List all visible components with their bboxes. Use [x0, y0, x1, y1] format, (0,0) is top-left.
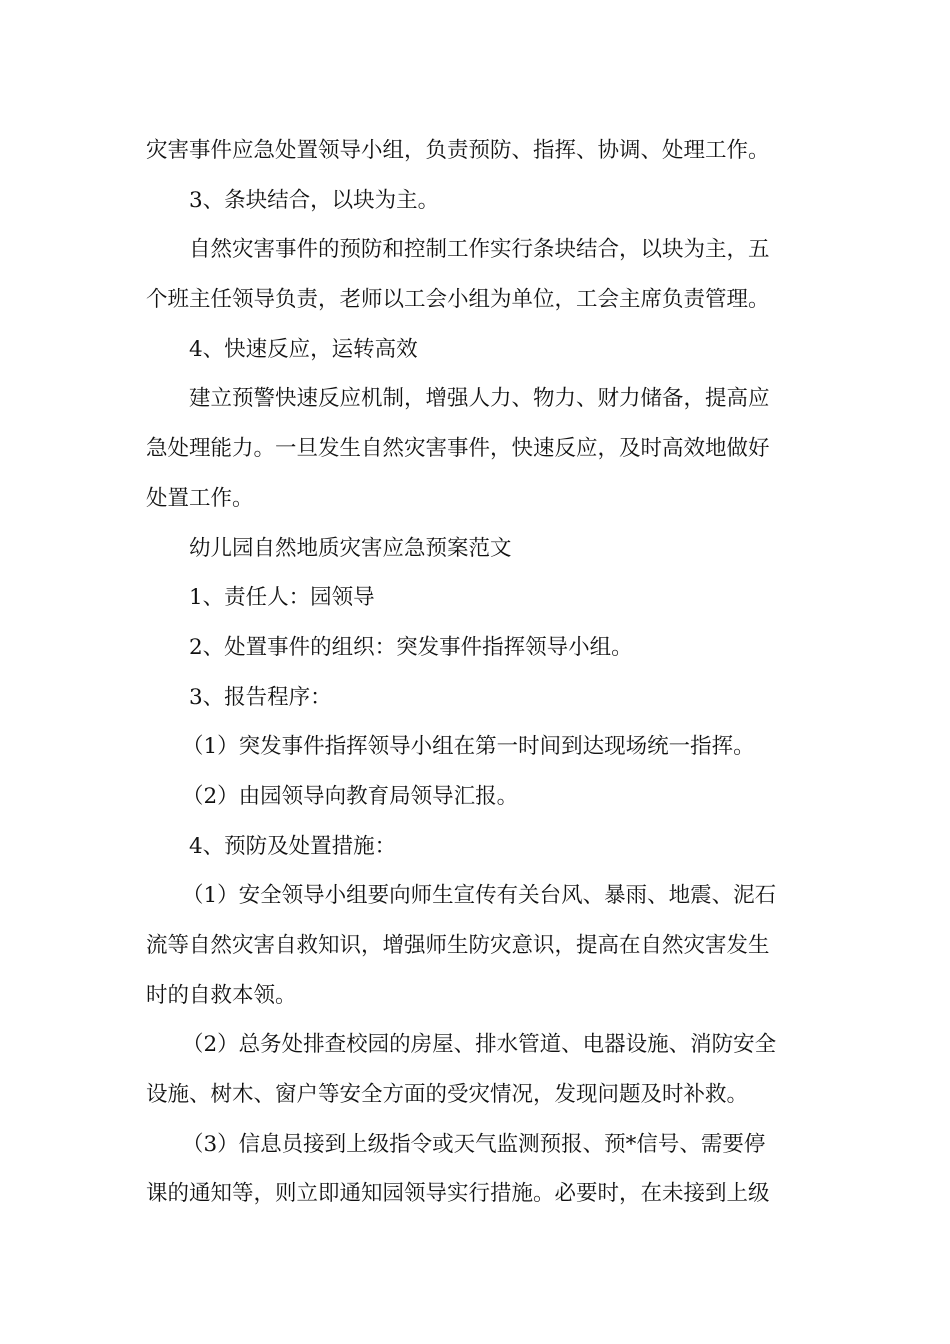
text-line: 课的通知等，则立即通知园领导实行措施。必要时，在未接到上级 — [146, 1181, 770, 1207]
section-heading: 2、处置事件的组织：突发事件指挥领导小组。 — [189, 634, 633, 660]
text-line: 个班主任领导负责，老师以工会小组为单位，工会主席负责管理。 — [146, 287, 770, 313]
text-line: 时的自救本领。 — [146, 982, 297, 1008]
list-item: （1）安全领导小组要向师生宣传有关台风、暴雨、地震、泥石 — [182, 883, 777, 909]
list-item: （2）由园领导向教育局领导汇报。 — [182, 783, 519, 809]
document-body — [146, 126, 806, 1219]
section-heading: 1、责任人：园领导 — [189, 585, 375, 611]
text-line: 设施、树木、窗户等安全方面的受灾情况，发现问题及时补救。 — [146, 1082, 749, 1108]
text-line: 急处理能力。一旦发生自然灾害事件，快速反应，及时高效地做好 — [146, 436, 770, 462]
text-line: 灾害事件应急处置领导小组，负责预防、指挥、协调、处理工作。 — [146, 138, 770, 163]
text-line: 自然灾害事件的预防和控制工作实行条块结合，以块为主，五 — [189, 237, 770, 263]
document-title: 幼儿园自然地质灾害应急预案范文 — [189, 535, 512, 561]
section-heading: 4、预防及处置措施： — [189, 833, 397, 859]
text-line: 流等自然灾害自救知识，增强师生防灾意识，提高在自然灾害发生 — [146, 933, 770, 958]
list-item: （1）突发事件指挥领导小组在第一时间到达现场统一指挥。 — [182, 734, 755, 760]
list-item: （3）信息员接到上级指令或天气监测预报、预*信号、需要停 — [182, 1131, 766, 1157]
section-heading: 3、条块结合，以块为主。 — [189, 187, 440, 213]
section-heading: 3、报告程序： — [189, 684, 332, 710]
list-item: （2）总务处排查校园的房屋、排水管道、电器设施、消防安全 — [182, 1032, 777, 1058]
text-line: 建立预警快速反应机制，增强人力、物力、财力储备，提高应 — [189, 386, 770, 412]
section-heading: 4、快速反应，运转高效 — [189, 336, 418, 362]
text-line: 处置工作。 — [146, 485, 254, 511]
